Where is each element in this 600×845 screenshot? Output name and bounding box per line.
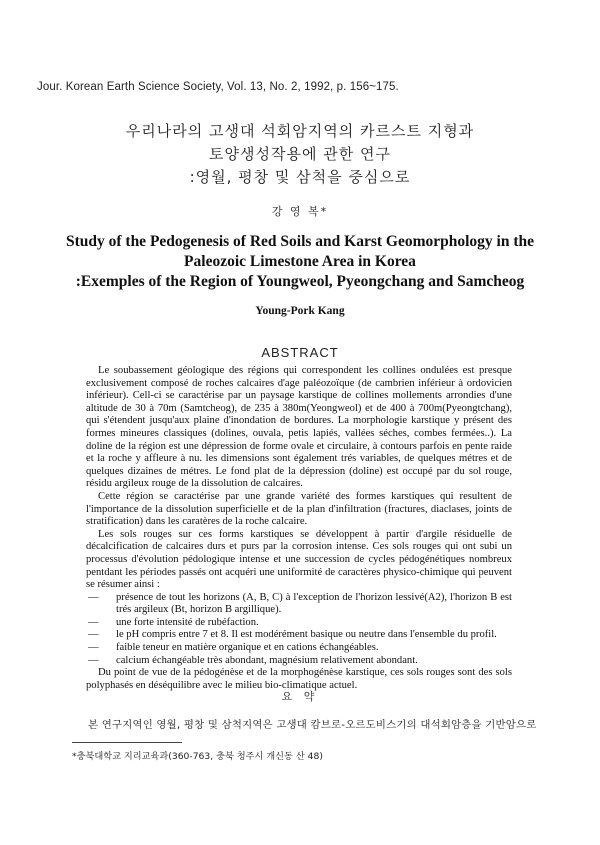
abstract-body [86,365,512,692]
english-title [40,232,560,292]
dash-bullet: — [88,616,99,628]
dash-bullet: — [88,654,99,666]
journal-citation: Jour. Korean Earth Science Society, Vol. 13, No. 2, 1992, p. 156~175. [37,81,399,93]
korean-abstract-heading: 요 약 [281,690,319,703]
abstract-paragraph: Du point de vue de la pédogénèse et de la morphogénèse karstique, ces sols rouges sont des sols polyphasés en déséquilibre avec le milieu bio-climatique actuel. [86,667,512,691]
author-affiliation-footnote: *충북대학교 지리교육과(360-763, 충북 청주시 개신동 산 48) [72,751,323,762]
korean-abstract-first-line: 본 연구지역인 영월, 평창 및 삼척지역은 고생대 캄브로-오르도비스기의 대석회암층을 기반암으로 [88,719,537,731]
english-author: Young-Pork Kang [255,305,345,317]
abstract-paragraph: Les sols rouges sur ces forms karstiques se développent à partir d'argile résiduelle de décalcification de calcaires durs et purs par la corrosion intense. Ces sols rouges qui ont subi un processus d'évolution pédologique intense et une succession de cycles pédogénétiques nombreux pentdant les périodes passés ont acquéri une uniformité de caractères physico-chimique qui peuvent se résumer ainsi : [86,528,512,591]
list-item-text: une forte intensité de rubéfaction. [116,616,259,628]
english-title-line: Study of the Pedogenesis of Red Soils and Karst Geomorphology in the [65,233,535,250]
list-item-text: présence de tout les horizons (A, B, C) à l'exception de l'horizon lessivé(A2), l'horizon B est trés argileux (Bt, horizon B argillique). [116,591,512,616]
abstract-heading: ABSTRACT [261,345,339,360]
english-title-line: :Exemples of the Region of Youngweol, Pyeongchang and Samcheog [75,273,525,290]
korean-title [0,120,600,189]
korean-title-line: 토양생성작용에 관한 연구 [209,145,391,163]
property-list [86,592,512,668]
list-item-text: faible teneur en matière organique et en cations échangéables. [116,642,379,654]
korean-title-line: :영월, 평창 및 삼척을 중심으로 [189,168,411,186]
korean-title-line: 우리나라의 고생대 석회암지역의 카르스트 지형과 [125,122,475,140]
list-item [86,592,512,617]
list-item [86,655,512,668]
list-item-text: calcium échangéable très abondant, magnésium relativement abondant. [116,654,418,666]
list-item-text: le pH compris entre 7 et 8. Il est modérément basique ou neutre dans l'ensemble du profil. [116,629,497,641]
dash-bullet: — [88,642,99,654]
list-item [86,629,512,642]
dash-bullet: — [88,629,99,641]
abstract-paragraph: Cette région se caractérise par une grande variété des formes karstiques qui resultent de l'importance de la dissolution superficielle et de la plan d'infiltration (fractures, diaclases, joints de stratification) dans les caratères de la roche calcaire. [86,490,512,528]
list-item [86,642,512,655]
dash-bullet: — [88,591,99,603]
english-title-line: Paleozoic Limestone Area in Korea [184,253,416,270]
list-item [86,617,512,630]
footnote-divider [72,742,182,743]
korean-author: 강 영 복* [271,205,329,218]
abstract-paragraph: Le soubassement géologique des régions qui correspondent les collines ondulées est presque exclusivement composé de roches calcaires d'age paléozoïque (de cambrien inférieur à ordovicien inférieur). Cell-ci se caractérise par un paysage karstique de collines mollements arrondies d'une altitude de 30 à 70m (Samtcheog), de 235 à 380m(Yeongweol) et de 400 à 700m(Pyeongtchang), qui s'étendent jusqu'aux plaine d'inondation de bordures. La morphologie karstique y présent des formes mineures classiques (dolines, ouvala, petis lapiés, vallées séches, combes fermées..). La doline de la région est une dépression de forme ovale et circulaire, à contours parfois en pente raide et la roche y affleure à nu. les dimensions sont également trés variables, de quelques métres et de quelques dizaines de métres. Le fond plat de la dépression (doline) est occupé par du sol rouge, résidu argileux rouge de la dissolution de calcaires. [86,365,512,490]
